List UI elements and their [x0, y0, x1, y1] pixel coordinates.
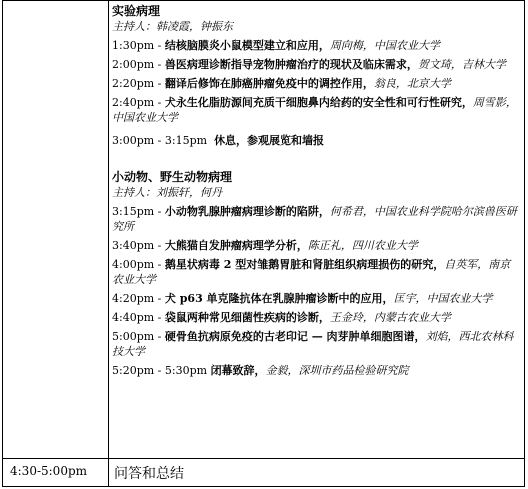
schedule-item [112, 257, 517, 287]
schedule-item [112, 38, 517, 53]
item-speaker: 刘焰，西北农林科技大学 [112, 330, 514, 358]
item-time: 3:15pm - [112, 205, 165, 218]
table-line-right [524, 0, 525, 487]
schedule-item [112, 76, 517, 91]
section-host: 主持人：韩凌霞，钟振东 [112, 20, 233, 33]
schedule-item [112, 204, 517, 234]
schedule-item [112, 238, 517, 253]
schedule-item [112, 57, 517, 72]
item-speaker: 周雪影，中国农业大学 [112, 96, 517, 124]
section-title-small-animal-pathology: 小动物、野生动物病理 [112, 170, 233, 184]
table-line-divider [108, 0, 109, 487]
schedule-item [112, 95, 517, 125]
item-title: 犬永生化脂肪源间充质干细胞鼻内给药的安全性和可行性研究， [164, 96, 473, 109]
item-time: 2:00pm - [112, 58, 165, 71]
item-speaker: 翁良，北京大学 [373, 77, 451, 90]
item-speaker: 自英军，南京农业大学 [112, 258, 511, 286]
item-time: 5:20pm - 5:30pm [112, 364, 211, 377]
break-time: 3:00pm - 3:15pm [112, 134, 208, 147]
item-speaker: 周向梅，中国农业大学 [329, 39, 440, 52]
item-title: 闭幕致辞， [210, 364, 266, 377]
item-time: 1:30pm - [112, 39, 165, 52]
table-line-top [2, 0, 525, 1]
table-line-mid [2, 458, 525, 459]
table-line-left [2, 0, 3, 487]
item-title: 翻译后修饰在肺癌肿瘤免疫中的调控作用， [164, 77, 374, 90]
footer-row-text: 问答和总结 [114, 466, 184, 482]
item-speaker: 金毅，深圳市药品检验研究院 [265, 364, 409, 377]
item-speaker: 贺文琦，吉林大学 [417, 58, 506, 71]
item-time: 4:00pm - [112, 258, 165, 271]
item-speaker: 王金玲，内蒙古农业大学 [329, 311, 451, 324]
schedule-item [112, 310, 517, 325]
table-line-bottom [2, 486, 525, 487]
section-title-experimental-pathology: 实验病理 [112, 4, 161, 18]
item-title: 小动物乳腺肿瘤病理诊断的陷阱， [164, 205, 330, 218]
item-title: 结核脑膜炎小鼠模型建立和应用， [164, 39, 330, 52]
footer-row-time: 4:30-5:00pm [10, 464, 88, 478]
schedule-item [112, 291, 517, 306]
item-title: 大熊猫自发肿瘤病理学分析， [164, 239, 308, 252]
item-title: 鹅星状病毒 2 型对雏鹅胃脏和肾脏组织病理损伤的研究， [164, 258, 445, 271]
item-speaker: 匡宇，中国农业大学 [393, 292, 493, 305]
item-time: 2:40pm - [112, 96, 165, 109]
item-time: 2:20pm - [112, 77, 165, 90]
item-title: 犬 p63 单克隆抗体在乳腺肿瘤诊断中的应用， [164, 292, 394, 305]
item-speaker: 陈正礼，四川农业大学 [307, 239, 418, 252]
item-speaker: 何希君，中国农业科学院哈尔滨兽医研究所 [112, 205, 517, 233]
item-time: 3:40pm - [112, 239, 165, 252]
item-time: 5:00pm - [112, 330, 165, 343]
break-item [112, 133, 517, 148]
item-time: 4:20pm - [112, 292, 165, 305]
schedule-item [112, 329, 517, 359]
program-cell [112, 4, 517, 378]
section-host: 主持人：刘振轩，何丹 [112, 186, 222, 199]
break-text: 休息，参观展览和墙报 [214, 134, 325, 147]
schedule-item [112, 363, 517, 378]
item-title: 袋鼠两种常见细菌性疾病的诊断， [164, 311, 330, 324]
item-time: 4:40pm - [112, 311, 165, 324]
item-title: 硬骨鱼抗病原免疫的古老印记 — 肉芽肿单细胞图谱， [164, 330, 426, 343]
item-title: 兽医病理诊断指导宠物肿瘤治疗的现状及临床需求， [164, 58, 418, 71]
